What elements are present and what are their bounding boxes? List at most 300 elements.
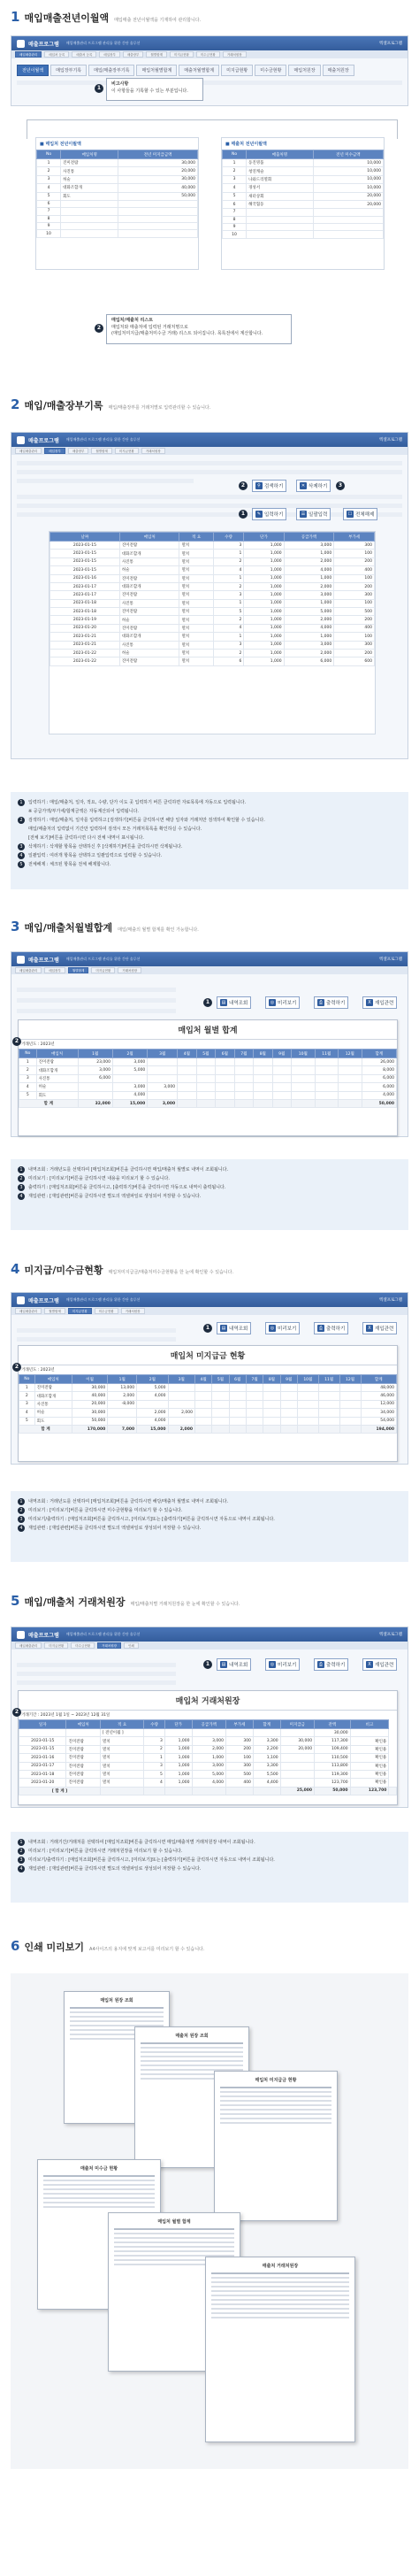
menu-item[interactable]: 매입매출관리 [15,1642,42,1649]
table-row[interactable] [50,582,375,590]
table-row[interactable] [19,1762,397,1770]
menu-item[interactable]: 미수금현황 [71,1642,95,1649]
table-cell [196,1099,215,1107]
table-row[interactable] [223,184,384,192]
table-cell: 2023-01-19 [50,616,120,624]
document-icon: ▤ [221,1000,226,1005]
preview-page[interactable] [214,2071,338,2221]
tab[interactable]: 매출처원장 [323,65,354,76]
table-cell: 4 [144,1779,165,1787]
search-button[interactable] [252,480,286,492]
step-badge: 3 [336,481,345,490]
table-cell: 진미전람 [66,1770,100,1778]
button-label: 미리보기 [278,1326,297,1332]
table-cell [280,1762,314,1770]
table-row[interactable] [37,184,198,192]
note-item [18,1857,401,1864]
table-cell: 대화조합개 [34,1392,72,1400]
table-cell [313,231,383,238]
view-button[interactable] [217,996,251,1009]
table-row[interactable] [19,1745,397,1753]
table-cell: 7 [223,209,247,216]
button-label: 출력하기 [326,1663,346,1668]
note-item [18,1507,401,1514]
table-cell: 진미전람 [66,1754,100,1762]
table-cell: 1,000 [244,550,284,557]
menu-item[interactable]: 거래처원장 [118,967,141,973]
tab[interactable]: 미수금현황 [255,65,286,76]
trash-icon: ✕ [301,483,306,488]
menu-item[interactable]: 미지급현황 [91,967,115,973]
button-label: 재입관련 [375,1326,394,1332]
table-row[interactable] [50,633,375,641]
menu-item[interactable]: 매입장부 [44,967,65,973]
table-cell: 8,000 [362,1066,396,1074]
view-button[interactable] [217,1322,251,1334]
table-row[interactable] [223,167,384,175]
printer-icon: ⎙ [318,1000,323,1005]
table-cell: 2023-01-20 [50,624,120,632]
table-cell: 멸치 [179,633,213,641]
table-cell [350,1729,389,1737]
menu-item[interactable]: 거래처원장 [97,1642,121,1649]
table-cell: 2,000 [284,582,334,590]
table-cell: 1 [213,574,244,582]
col-header: 12월 [339,1375,361,1384]
table-cell: 회도 [61,192,118,200]
table-row[interactable] [37,192,198,200]
table-cell: 3 [37,175,61,183]
table-cell [229,1409,246,1417]
menu-item[interactable]: 미지급현황 [68,1308,92,1314]
table-row[interactable] [19,1417,397,1425]
table-cell [225,1787,253,1795]
table-row[interactable] [37,230,198,237]
table-row[interactable] [50,591,375,599]
table-cell: 4 [213,624,244,632]
table-row[interactable] [19,1066,397,1074]
table-cell: 23,000 [78,1058,112,1066]
menu-item[interactable]: 거래처원장 [223,51,247,58]
table-cell: 50,000 [118,192,198,200]
app-menu [11,966,408,974]
table-row[interactable] [37,215,198,222]
col-header: 전년 미지급금액 [118,150,198,159]
table-cell [292,1099,316,1107]
note-item [18,843,401,850]
table-cell [339,1417,361,1425]
clear-all-button[interactable] [343,508,377,520]
table-cell: 200 [334,557,375,565]
table-row[interactable] [223,209,384,216]
table-cell [148,1074,178,1082]
table-cell: 3,000 [192,1737,225,1745]
table-row[interactable] [50,616,375,624]
divider [17,988,176,992]
note-item [18,817,401,824]
table-cell: 확인용 [350,1762,389,1770]
table-cell: 2023-01-16 [19,1754,66,1762]
app-logo-icon [17,436,25,444]
table-cell: 7,000 [108,1425,137,1433]
total-row [19,1787,397,1795]
table-row[interactable] [50,624,375,632]
table-cell [234,1058,253,1066]
table-cell [254,1083,272,1091]
table-cell: 진미전람 [119,574,179,582]
table-row[interactable] [19,1409,397,1417]
note-number: 4 [18,1525,25,1532]
table-cell [78,1083,112,1091]
table-cell [178,1058,196,1066]
table-cell: 119,300 [315,1770,351,1778]
step-badge: 2 [95,324,103,333]
app-subtitle: 매입매출관리 프로그램 관리를 위한 간단 솔루션 [65,41,141,45]
table-cell: 2023-01-16 [50,574,120,582]
table-row[interactable] [50,574,375,582]
table-cell [194,1409,211,1417]
table-cell [263,1417,280,1425]
table-cell: 2,000 [192,1745,225,1753]
menu-item[interactable]: 매출장부 [68,448,89,454]
menu-item[interactable]: 인쇄 [124,1642,139,1649]
menu-item[interactable]: 거래처원장 [121,1308,145,1314]
app-brand: 엑셀프로그램 [378,438,402,442]
report-year: 거래년도 : 2023년 [21,1042,55,1047]
menu-item[interactable]: 매입매출관리 [15,1308,42,1314]
export-button[interactable] [362,1658,397,1671]
menu-item[interactable]: 미수금현황 [95,1308,118,1314]
table-cell: 1,000 [244,657,284,665]
table-cell: 2 [19,1066,37,1074]
report-title: 매입처 월별 합계 [19,1020,397,1040]
col-header: 합계 [253,1720,280,1729]
note-item [18,808,401,815]
table-cell: 3 [213,591,244,599]
table-row[interactable] [19,1392,397,1400]
print-button[interactable] [314,1322,348,1334]
export-button[interactable] [362,996,397,1009]
table-cell: 4 [213,566,244,574]
table-cell [194,1392,211,1400]
table-row[interactable] [50,599,375,607]
table-cell: 6 [223,200,247,208]
delete-button[interactable] [296,480,331,492]
table-cell: 3,000 [112,1058,147,1066]
menu-item[interactable]: 월별합계 [146,51,167,58]
table-row[interactable] [223,175,384,183]
table-row[interactable] [50,550,375,557]
table-cell: 300 [225,1737,253,1745]
app-brand: 엑셀프로그램 [378,1633,402,1637]
input-button[interactable] [252,508,286,520]
table-row[interactable] [223,224,384,231]
table-cell: 1,000 [244,616,284,624]
table-cell: 멸치 [100,1745,143,1753]
tab-carryover[interactable]: 전년이월액 [17,65,49,76]
table-cell [263,1392,280,1400]
table-cell: 진미전람 [119,657,179,665]
table-row[interactable] [19,1091,397,1099]
col-header: 12월 [339,1050,362,1058]
button-label: 내역조회 [229,1326,248,1332]
table-row[interactable] [50,608,375,616]
table-cell: 진미전람 [61,159,118,167]
table-cell: 2,000 [284,616,334,624]
table-cell [339,1392,361,1400]
table-cell: 2 [213,582,244,590]
table-row[interactable] [19,1083,397,1091]
table-cell [216,1083,234,1091]
menu-item[interactable]: 월별합계 [44,1308,65,1314]
button-label: 출력하기 [326,1001,346,1006]
table-cell: 5,000 [137,1384,168,1392]
table-cell [168,1417,194,1425]
tab[interactable]: 미지급현황 [221,65,253,76]
table-cell: 10 [223,231,247,238]
note-text: 매입/매출처의 입력없이 기간만 입력하여 검색시 모든 거래처목록을 확인하실 수 있습니다. [28,827,202,832]
table-cell: 멸치 [179,657,213,665]
table-cell: 나와드리열회 [247,175,314,183]
menu-item[interactable]: 미지급현황 [170,51,194,58]
table-row[interactable] [223,231,384,238]
section-title: 매입/매출장부기록 [24,400,103,411]
table-cell: 20,000 [118,167,198,175]
table-row[interactable] [19,1779,397,1787]
section-number: 3 [11,919,20,934]
view-button[interactable] [217,1658,251,1671]
ledger-report [18,1690,398,1805]
table-cell: 4,000 [284,624,334,632]
note-number: 1 [18,1166,25,1173]
section-title: 미지급/미수금현황 [24,1265,103,1276]
table-cell [66,1729,100,1737]
table-row[interactable] [50,649,375,657]
note-text: 재입관련 : [재입관련]버튼을 클릭하시면 별도의 엑셀파일로 생성되어 저장할 수 있습니다. [28,1526,202,1531]
preview-page-title: 매입처 월별 합계 [157,2219,191,2225]
menu-item[interactable]: 월별합계 [68,967,89,973]
section-desc: 매입매출 전년이월액을 기재하여 관리합니다. [114,18,202,23]
col-header: 3월 [168,1375,194,1384]
section-3-heading [11,919,199,934]
print-button[interactable] [314,1658,348,1671]
col-header: 4월 [178,1050,196,1058]
print-button[interactable] [314,996,348,1009]
table-cell: 200 [334,582,375,590]
table-cell: 100 [334,550,375,557]
divider [17,81,402,85]
table-cell [313,209,383,216]
menu-item[interactable]: 거래처원장 [141,448,165,454]
table-row[interactable] [50,566,375,574]
table-row[interactable] [37,167,198,175]
table-cell [247,224,314,231]
tab[interactable]: 매입처원장 [288,65,320,76]
menu-item[interactable]: 매입매출관리 [15,448,42,454]
menu-item[interactable]: 매입처 등록 [44,51,69,58]
app-subtitle: 매입매출관리 프로그램 관리를 위한 간단 솔루션 [65,437,141,442]
table-row[interactable] [19,1737,397,1745]
table-cell: 20,000 [72,1400,107,1408]
table-cell: 멸치 [179,624,213,632]
table-cell: 확인용 [350,1779,389,1787]
table-cell [280,1770,314,1778]
table-row[interactable] [223,200,384,208]
table-row[interactable] [19,1754,397,1762]
table-cell: 100 [334,599,375,607]
note-text: ※ 공급가액/부가세/합계금액은 자동계산되어 입력됩니다. [28,809,140,814]
table-row[interactable] [37,175,198,183]
table-cell: 사진통 [119,599,179,607]
table-cell [234,1091,253,1099]
table-cell [318,1409,339,1417]
section-desc: A4사이즈의 용지에 맞게 보고서를 미리보기 할 수 있습니다. [89,1947,205,1952]
table-row[interactable] [19,1074,397,1082]
table-cell: 2,200 [253,1745,280,1753]
table-row[interactable] [19,1400,397,1408]
menu-item[interactable]: 매출처 등록 [72,51,96,58]
table-cell: 200 [334,616,375,624]
table-cell: 대화조합개 [119,582,179,590]
table-cell [280,1754,314,1762]
app-logo-icon [17,1296,25,1304]
table-row[interactable] [19,1058,397,1066]
col-header: 비고 [350,1720,389,1729]
tab[interactable]: 매입/매출장부기록 [88,65,134,76]
table-cell [234,1083,253,1091]
table-row[interactable] [37,159,198,167]
col-header: 잔액 [315,1720,351,1729]
preview-page-title: 매입처 원장 조회 [100,1998,133,2003]
section-number: 2 [11,396,20,412]
menu-item[interactable]: 매입장부 [99,51,120,58]
table-row[interactable] [50,557,375,565]
table-cell: 3,000 [148,1083,178,1091]
menu-item[interactable]: 매입매출관리 [15,51,42,58]
table-cell: 2 [144,1745,165,1753]
table-row[interactable] [223,192,384,200]
table-cell [112,1074,147,1082]
table-cell [225,1729,253,1737]
table-cell: 대화조합개 [36,1066,78,1074]
table-cell [144,1787,165,1795]
section-desc: 매입/매출장부를 거래처별로 입력관리할 수 있습니다. [108,405,211,411]
section-2-heading [11,396,210,412]
table-cell: 멸치 [100,1779,143,1787]
table-cell: 5 [144,1770,165,1778]
col-header: 5월 [212,1375,229,1384]
menu-item[interactable]: 월별합계 [91,448,112,454]
table-row[interactable] [50,657,375,665]
table-cell: 1 [213,550,244,557]
menu-item[interactable]: 미수금현황 [196,51,220,58]
table-cell: 13,000 [108,1384,137,1392]
callout-remarks [96,78,203,101]
tab[interactable]: 매출처월별합계 [179,65,219,76]
table-cell [263,1425,280,1433]
table-row[interactable] [50,542,375,550]
table-row[interactable] [19,1729,397,1737]
menu-item[interactable]: 미지급현황 [115,448,139,454]
monthly-total-table [19,1049,397,1108]
menu-item[interactable]: 미지급현황 [44,1642,68,1649]
table-cell [61,200,118,207]
table-cell [148,1091,178,1099]
table-row[interactable] [223,159,384,167]
table-row[interactable] [19,1384,397,1392]
table-cell: 300 [334,641,375,649]
table-cell [212,1425,229,1433]
table-cell [196,1083,215,1091]
bulk-input-button[interactable] [296,508,331,520]
table-cell [234,1074,253,1082]
table-cell [339,1099,362,1107]
table-cell: 1 [19,1058,37,1066]
table-cell [148,1066,178,1074]
menu-item[interactable]: 매출장부 [123,51,144,58]
step-badge: 1 [203,1324,212,1333]
table-cell: 1 [213,633,244,641]
table-cell [246,1417,263,1425]
preview-button[interactable] [265,996,300,1009]
table-cell [61,215,118,222]
table-cell [216,1074,234,1082]
table-row[interactable] [37,208,198,215]
table-cell: 멸치 [179,582,213,590]
export-button[interactable] [362,1322,397,1334]
table-cell [263,1400,280,1408]
table-cell: 1,000 [244,542,284,550]
table-cell: 30,000 [315,1729,351,1737]
table-cell [229,1417,246,1425]
step-badge: 2 [239,481,248,490]
col-header: 9월 [280,1375,297,1384]
table-row[interactable] [37,223,198,230]
table-cell [61,208,118,215]
preview-button[interactable] [265,1658,300,1671]
table-cell [246,1400,263,1408]
table-row[interactable] [19,1770,397,1778]
table-cell: 300 [334,591,375,599]
preview-page[interactable] [205,2257,355,2442]
tab[interactable]: 매입장부기록 [50,65,87,76]
callout-text: 매입처와 매출처에 입력된 거래처명으로 [111,324,188,330]
col-header: 7월 [234,1050,253,1058]
table-row[interactable] [50,641,375,649]
preview-button[interactable] [265,1322,300,1334]
section-title: 매입/매출처 거래처원장 [24,1596,126,1608]
table-cell [178,1091,196,1099]
button-label: 삭제하기 [309,484,328,489]
table-cell: 15,000 [112,1099,147,1107]
step-badge: 1 [95,84,103,93]
button-label: 미리보기 [278,1663,297,1668]
table-cell: 110,500 [315,1754,351,1762]
table-row[interactable] [223,216,384,223]
table-cell: 2023-01-18 [50,599,120,607]
table-cell: 1,000 [244,574,284,582]
table-row[interactable] [37,200,198,207]
menu-item[interactable]: 매입장부 [44,448,65,454]
note-number: 2 [18,1848,25,1855]
table-cell: 1,000 [244,566,284,574]
table-cell: 2,000 [168,1425,194,1433]
table-cell: 멸치 [179,608,213,616]
table-cell: 40,000 [118,184,198,192]
menu-item[interactable]: 매입매출관리 [15,967,42,973]
tab[interactable]: 매입처월별합계 [136,65,177,76]
table-cell: 1,000 [244,557,284,565]
